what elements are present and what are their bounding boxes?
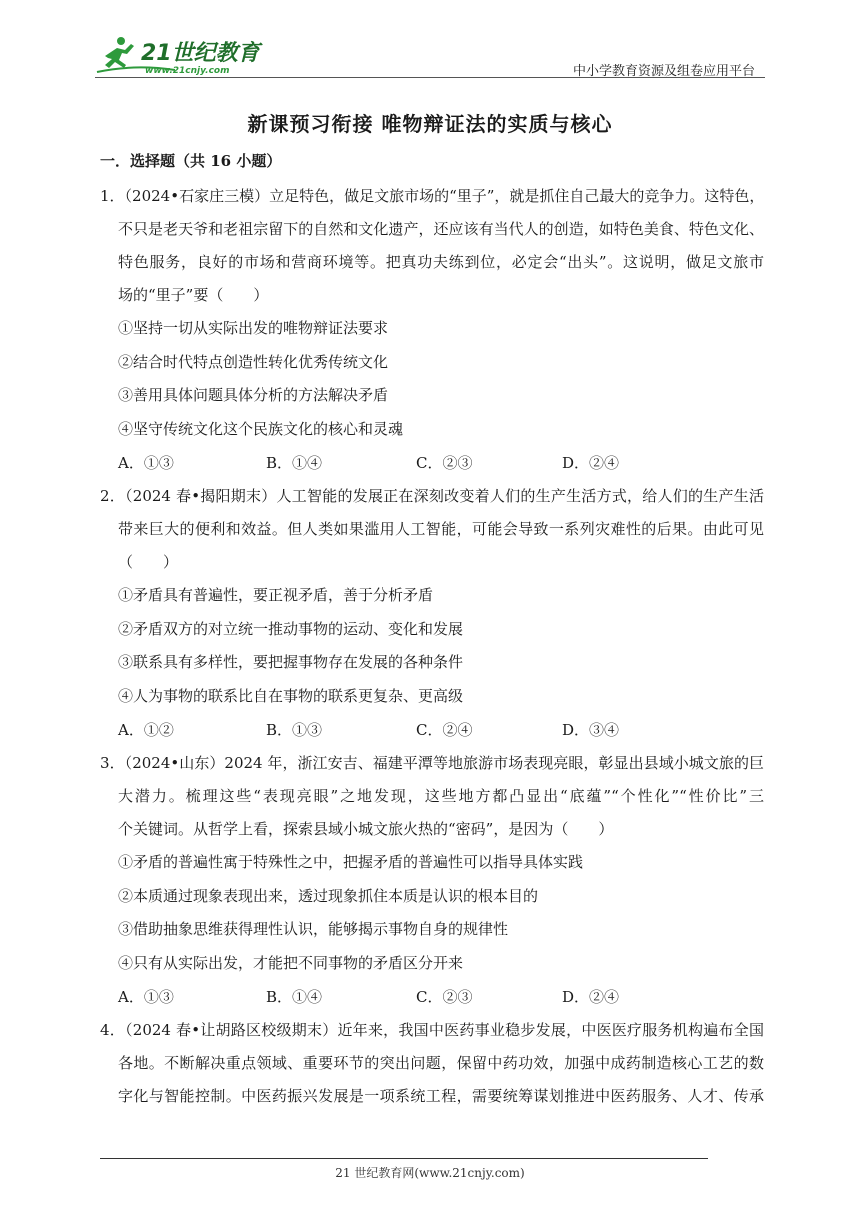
question-line: 大潜力。梳理这些“表现亮眼”之地发现，这些地方都凸显出“底蕴”“个性化”“性价比”三 [118, 787, 764, 805]
question-line: 特色服务，良好的市场和营商环境等。把真功夫练到位，必定会“出头”。这说明，做足文旅市 [118, 253, 764, 271]
section-heading: 一．选择题（共 16 小题） [100, 152, 282, 170]
choice-b[interactable]: B．①④ [266, 454, 323, 472]
question-line: 字化与智能控制。中医药振兴发展是一项系统工程，需要统筹谋划推进中医药服务、人才、传承 [118, 1087, 764, 1105]
option-statement: ①矛盾的普遍性寓于特殊性之中，把握矛盾的普遍性可以指导具体实践 [118, 853, 584, 871]
choice-d[interactable]: D．③④ [562, 721, 620, 739]
choice-b[interactable]: B．①④ [266, 988, 323, 1006]
footer-divider [100, 1158, 708, 1159]
page-header [0, 0, 860, 80]
answer-choices [100, 980, 764, 1014]
question-line: 带来巨大的便利和效益。但人类如果滥用人工智能，可能会导致一系列灾难性的后果。由此可见 [118, 520, 764, 538]
choice-a[interactable]: A．①② [118, 721, 174, 739]
answer-choices [100, 713, 764, 747]
choice-c[interactable]: C．②④ [416, 721, 473, 739]
choice-d[interactable]: D．②④ [562, 988, 620, 1006]
choice-a[interactable]: A．①③ [118, 988, 174, 1006]
option-statement: ①坚持一切从实际出发的唯物辩证法要求 [118, 319, 389, 337]
choice-c[interactable]: C．②③ [416, 454, 473, 472]
question-line: 4．（2024 春•让胡路区校级期末）近年来，我国中医药事业稳步发展，中医医疗服务机构遍布全国 [100, 1021, 764, 1039]
logo-text: 21世纪教育 [141, 41, 260, 66]
logo [95, 34, 265, 78]
question-1 [100, 180, 764, 480]
option-statement: ②本质通过现象表现出来，透过现象抓住本质是认识的根本目的 [118, 886, 539, 905]
option-statement: ③借助抽象思维获得理性认识，能够揭示事物自身的规律性 [118, 920, 509, 938]
question-line: 1．（2024•石家庄三模）立足特色，做足文旅市场的“里子”，就是抓住自己最大的竞争力。这特色， [100, 187, 765, 205]
page-title: 新课预习衔接 唯物辩证法的实质与核心 [247, 112, 613, 136]
page-footer: 21 世纪教育网(www.21cnjy.com) [335, 1166, 525, 1180]
choice-d[interactable]: D．②④ [562, 454, 620, 472]
question-line: 个关键词。从哲学上看，探索县域小城文旅火热的“密码”，是因为（ ） [118, 820, 614, 838]
option-statement: ③联系具有多样性，要把握事物存在发展的各种条件 [118, 653, 464, 671]
header-divider [95, 77, 765, 78]
platform-label: 中小学教育资源及组卷应用平台 [572, 64, 755, 79]
question-line: 不只是老天爷和老祖宗留下的自然和文化遗产，还应该有当代人的创造，如特色美食、特色文化、 [118, 220, 764, 238]
question-line: 各地。不断解决重点领域、重要环节的突出问题，保留中药功效，加强中成药制造核心工艺的数 [118, 1054, 764, 1072]
option-statement: ②矛盾双方的对立统一推动事物的运动、变化和发展 [118, 619, 464, 638]
option-statement: ④只有从实际出发，才能把不同事物的矛盾区分开来 [118, 953, 464, 972]
question-line: 场的“里子”要（ ） [118, 286, 269, 304]
question-3 [100, 747, 764, 1014]
question-line: （ ） [118, 553, 179, 571]
choice-c[interactable]: C．②③ [416, 988, 473, 1006]
question-2 [100, 480, 764, 747]
choice-a[interactable]: A．①③ [118, 454, 174, 472]
logo-url: www.21cnjy.com [145, 66, 230, 76]
question-4 [100, 1014, 764, 1113]
question-line: 2．（2024 春•揭阳期末）人工智能的发展正在深刻改变着人们的生产生活方式，给人们的生产生活 [100, 487, 764, 505]
question-list [100, 180, 764, 1113]
option-statement: ④坚守传统文化这个民族文化的核心和灵魂 [118, 419, 404, 438]
choice-b[interactable]: B．①③ [266, 721, 323, 739]
option-statement: ②结合时代特点创造性转化优秀传统文化 [118, 352, 389, 371]
answer-choices [100, 446, 764, 480]
option-statement: ③善用具体问题具体分析的方法解决矛盾 [118, 386, 389, 404]
question-line: 3．（2024•山东）2024 年，浙江安吉、福建平潭等地旅游市场表现亮眼，彰显出县域小城文旅的巨 [100, 754, 764, 772]
option-statement: ①矛盾具有普遍性，要正视矛盾，善于分析矛盾 [118, 586, 434, 604]
option-statement: ④人为事物的联系比自在事物的联系更复杂、更高级 [118, 686, 464, 705]
